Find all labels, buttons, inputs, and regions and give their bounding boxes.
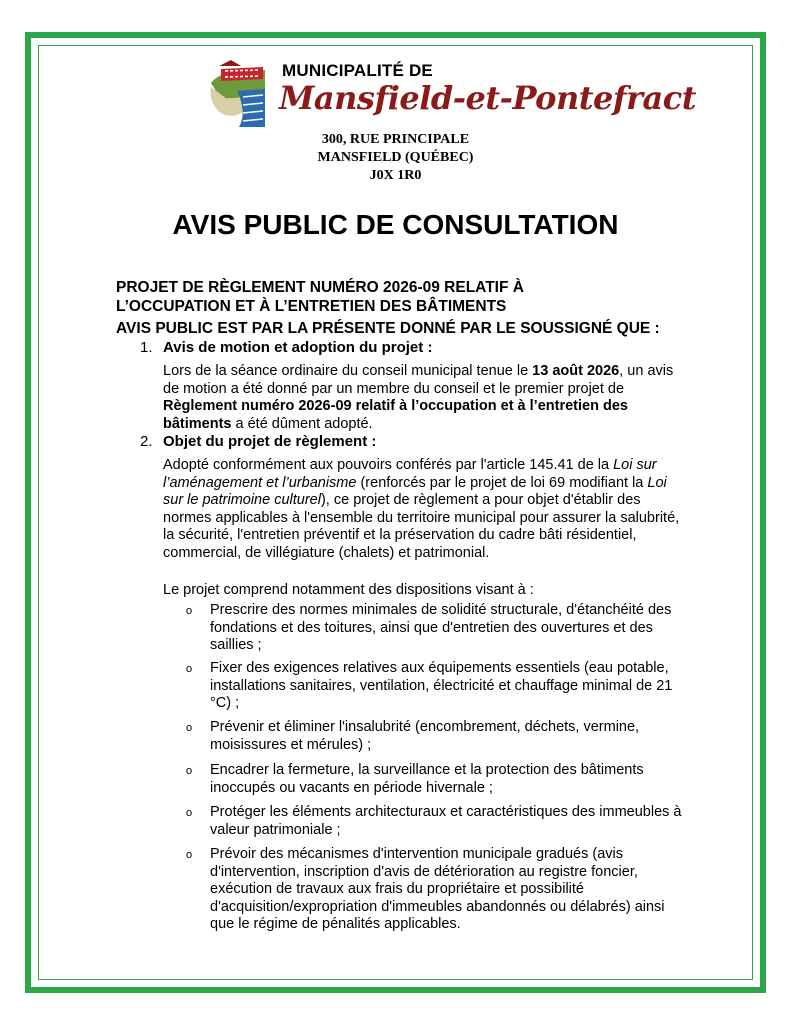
section-1-text-a: Lors de la séance ordinaire du conseil municipal tenue le bbox=[163, 363, 533, 379]
list-item: Prévenir et éliminer l'insalubrité (encombrement, déchets, vermine, moisissures et mérules) ; bbox=[210, 719, 640, 753]
law-reference-1: Loi sur l’aménagement et l’urbanisme bbox=[163, 457, 657, 491]
list-item: Protéger les éléments architecturaux et caractéristiques des immeubles à valeur patrimoniale ; bbox=[210, 804, 682, 838]
law-reference-2: Loi sur le patrimoine culturel bbox=[163, 474, 667, 509]
page-title: AVIS PUBLIC DE CONSULTATION bbox=[172, 209, 619, 240]
bullet-marker: o bbox=[186, 765, 193, 777]
meeting-date: 13 août 2026 bbox=[532, 363, 620, 379]
section-2-paragraph bbox=[163, 457, 683, 563]
section-1-paragraph bbox=[163, 363, 683, 433]
section-2-number: 2. bbox=[140, 433, 153, 450]
bullet-marker: o bbox=[186, 663, 193, 675]
bullet-marker: o bbox=[186, 605, 193, 617]
municipality-logo-icon bbox=[207, 57, 269, 127]
bylaw-title: Règlement numéro 2026-09 relatif à l’occupation et à l’entretien des bâtiments bbox=[163, 398, 628, 432]
bullet-marker: o bbox=[186, 807, 193, 819]
list-item: Prévoir des mécanismes d'intervention municipale gradués (avis d'intervention, inscription d'avis de détérioration au registre foncier, exécution de travaux aux frais du propriétaire et possibilité d'acquisition/expropriation d'immeubles abandonnés ou délabrés) ainsi que le régime de pénalités applicables. bbox=[210, 846, 665, 933]
address-line-street: 300, RUE PRINCIPALE bbox=[321, 132, 470, 147]
section-2-text-b: (renforcés par le projet de loi 69 modifiant la bbox=[356, 474, 648, 491]
section-1-text-c: a été dûment adopté. bbox=[231, 415, 373, 432]
list-item: Prescrire des normes minimales de solidité structurale, d'étanchéité des fondations et des toitures, ainsi que d'entretien des ouvertures et des saillies ; bbox=[210, 602, 672, 654]
municipality-prefix: MUNICIPALITÉ DE bbox=[282, 61, 433, 80]
intro-statement: AVIS PUBLIC EST PAR LA PRÉSENTE DONNÉ PAR LE SOUSSIGNÉ QUE : bbox=[116, 320, 660, 337]
bullet-marker: o bbox=[186, 849, 193, 861]
section-1-number: 1. bbox=[140, 339, 153, 356]
project-title-line-2: L’OCCUPATION ET À L’ENTRETIEN DES BÂTIMENTS bbox=[116, 298, 507, 315]
section-1-heading: Avis de motion et adoption du projet : bbox=[163, 339, 433, 356]
address-line-postal: J0X 1R0 bbox=[369, 168, 422, 183]
project-title bbox=[116, 278, 524, 316]
section-2-heading: Objet du projet de règlement : bbox=[163, 433, 377, 450]
section-2-text-a: Adopté conformément aux pouvoirs conférés par l'article 145.41 de la bbox=[163, 457, 614, 473]
list-item: Fixer des exigences relatives aux équipements essentiels (eau potable, installations sanitaires, ventilation, électricité et chauffage minimal de 21 °C) ; bbox=[210, 660, 673, 712]
section-2-lead: Le projet comprend notamment des dispositions visant à : bbox=[163, 582, 534, 598]
project-title-line-1: PROJET DE RÈGLEMENT NUMÉRO 2026-09 RELATIF À bbox=[116, 279, 524, 296]
list-item: Encadrer la fermeture, la surveillance et la protection des bâtiments inoccupés ou vacants en période hivernale ; bbox=[210, 762, 644, 796]
section-2-text-c: ), ce projet de règlement a pour objet d'établir des normes applicables à l'ensemble du territoire municipal pour assurer la salubrité, la sécurité, l'entretien préventif et la préservation du cadre bâti résidentiel, commercial, de villégiature (chalets) et patrimonial. bbox=[163, 492, 680, 561]
bullet-marker: o bbox=[186, 722, 193, 734]
address-line-city: MANSFIELD (QUÉBEC) bbox=[317, 150, 474, 165]
municipality-name: Mansfield-et-Pontefract bbox=[279, 79, 697, 117]
section-1-text-b: , un avis de motion a été donné par un membre du conseil et le premier projet de bbox=[163, 363, 674, 397]
